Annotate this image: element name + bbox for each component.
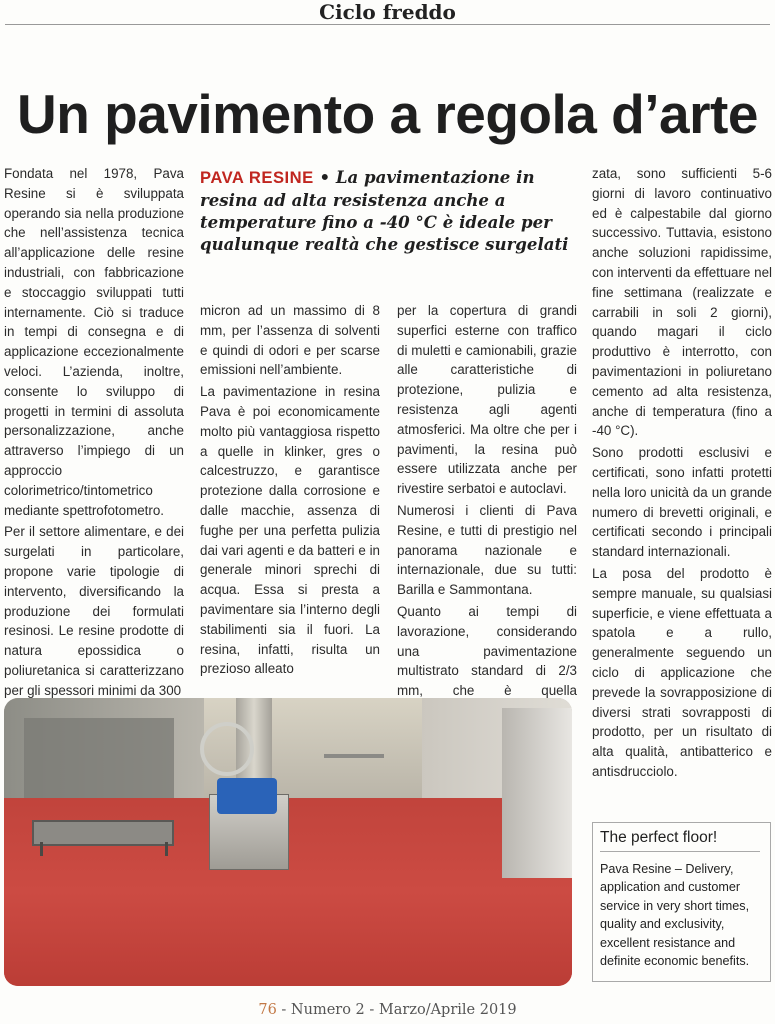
article-column-4 — [592, 164, 772, 784]
photo-cart-legs — [40, 842, 168, 856]
issue-info: - Numero 2 - Marzo/Aprile 2019 — [276, 1002, 517, 1018]
photo-hose-coil — [200, 722, 254, 776]
standfirst-text: La pavimentazione in resina ad alta resistenza anche a temperature fino a -40 °C è ideale per qualunque realtà che gestisce surgelati — [200, 167, 569, 254]
article-column-1 — [4, 164, 184, 703]
paragraph: Sono prodotti esclusivi e certificati, sono infatti protetti nella loro unicità da un grande numero di brevetti originali, e certificati secondo i principali standard internazionali. — [592, 445, 772, 560]
factory-floor-photo — [4, 698, 572, 986]
page-footer — [0, 1002, 775, 1018]
brand-name: PAVA RESINE — [200, 168, 314, 187]
photo-lift-table — [324, 754, 384, 798]
paragraph: per la copertura di grandi superfici esterne con traffico di muletti e camionabili, grazie alle caratteristiche di protezione, pulizia e resistenza agli agenti atmosferici. Ma oltre che per i pavimenti, la resina può essere utilizzata anche per rivestire serbatoi e autoclavi. — [397, 303, 577, 497]
paragraph: La posa del prodotto è sempre manuale, su qualsiasi superficie, e viene effettuata a spatola e a rullo, generalmente seguendo un ciclo di applicazione che prevede la sovrapposizione di diversi strati sovrapposti di prodotto, per un risultato di alta qualità, antibatterico e antisdrucciolo. — [592, 565, 772, 779]
photo-blue-drums — [217, 778, 277, 814]
sidebar-title: The perfect floor! — [600, 829, 760, 852]
article-column-2 — [200, 301, 380, 681]
paragraph: micron ad un massimo di 8 mm, per l’assenza di solventi e quindi di odori e per scarse emissioni nell’ambiente. — [200, 303, 380, 378]
paragraph: Fondata nel 1978, Pava Resine si è sviluppata operando sia nella produzione che nell’assistenza tecnica all’applicazione delle resine industriali, con fabbricazione e stoccaggio sviluppati tutti internamente. Ciò si traduce in tempi di consegna e di applicazione eccezionalmente veloci. L’azienda, inoltre, consente lo sviluppo di progetti in termini di assoluta personalizzazione, anche attraverso l’impiego di un approccio colorimetrico/tintometrico mediante spettrofotometro. — [4, 166, 184, 518]
sidebar-box — [592, 822, 771, 982]
paragraph: La pavimentazione in resina Pava è poi economicamente molto più vantaggiosa rispetto a quelle in klinker, gres o calcestruzzo, e garantisce protezione dalla corrosione e dalle macchie, assenza di fughe per una perfetta pulizia dai vari agenti e da batteri e in generale minori sprechi di acqua. Essa si presta a pavimentare sia l’interno degli stabilimenti sia il fuori. La resina, infatti, risulta un prezioso alleato — [200, 384, 380, 677]
article-column-3 — [397, 301, 577, 723]
standfirst — [200, 166, 580, 255]
section-label-text: Ciclo freddo — [309, 0, 466, 24]
paragraph: Per il settore alimentare, e dei surgelati in particolare, propone varie tipologie di intervento, diversificando la produzione dei formulati resinosi. Le resine prodotte di natura epossidica o poliuretanica si caratterizzano per gli spessori minimi da 300 — [4, 524, 184, 698]
bullet-separator: • — [319, 167, 331, 187]
paragraph: Quanto ai tempi di lavorazione, considerando una pavimentazione multistrato standard di 2/3 mm, che è quella — [397, 603, 577, 699]
article-headline: Un pavimento a regola d’arte — [17, 83, 758, 145]
section-label — [0, 0, 775, 24]
photo-steel-panel — [502, 708, 572, 878]
paragraph: Numerosi i clienti di Pava Resine, e tutti di prestigio nel panorama nazionale e internazionale, due su tutti: Barilla e Sammontana. — [397, 502, 577, 598]
section-rule — [5, 24, 770, 25]
sidebar-body: Pava Resine – Delivery, application and customer service in very short times, quality and exclusivity, excellent resistance and definite economic benefits. — [600, 862, 750, 969]
page-number: 76 — [258, 1002, 277, 1018]
paragraph: zata, sono sufficienti 5-6 giorni di lavoro continuativo ed è calpestabile dal giorno successivo. Tuttavia, esistono anche soluzioni rapidissime, con interventi da effettuare nel fine settimana (realizzate e carrabili in soli 2 giorni), quando magari il ciclo produttivo è interrotto, con pavimentazioni in poliuretano cemento ad alta resistenza, anche di temperatura (fino a -40 °C). — [592, 166, 772, 439]
